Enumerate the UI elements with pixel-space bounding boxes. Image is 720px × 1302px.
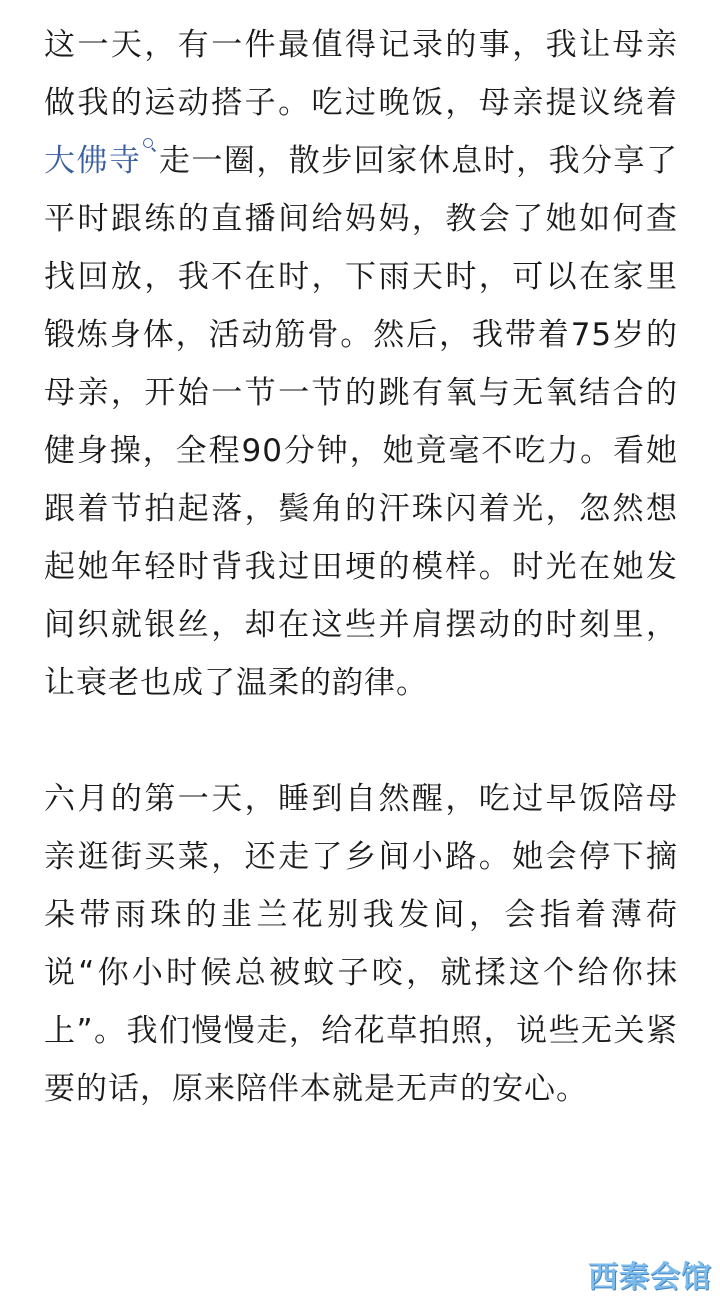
paragraph-2 — [44, 770, 678, 1118]
paragraph-1-text-after: 走一圈，散步回家休息时，我分享了平时跟练的直播间给妈妈，教会了她如何查找回放，我不在时，下雨天时，可以在家里锻炼身体，活动筋骨。然后，我带着75岁的母亲，开始一节一节的跳有氧与无氧结合的健身操，全程90分钟，她竟毫不吃力。看她跟着节拍起落，鬓角的汗珠闪着光，忽然想起她年轻时背我过田埂的模样。时光在她发间织就银丝，却在这些并肩摆动的时刻里，让衰老也成了温柔的韵律。 — [44, 143, 678, 701]
watermark-logo: 西秦会馆 — [588, 1260, 712, 1295]
search-icon[interactable] — [142, 137, 156, 155]
paragraph-1 — [44, 0, 678, 712]
article-body — [44, 0, 678, 1118]
paragraph-1-text-before: 这一天，有一件最值得记录的事，我让母亲做我的运动搭子。吃过晚饭，母亲提议绕着 — [44, 27, 678, 121]
paragraph-2-text: 六月的第一天，睡到自然醒，吃过早饭陪母亲逛街买菜，还走了乡间小路。她会停下摘朵带雨珠的韭兰花别我发间，会指着薄荷说“你小时候总被蚊子咬，就揉这个给你抹上”。我们慢慢走，给花草拍照，说些无关紧要的话，原来陪伴本就是无声的安心。 — [44, 781, 678, 1107]
keyword-link-label[interactable]: 大佛寺 — [44, 143, 142, 179]
keyword-link-dafo-temple[interactable] — [44, 143, 158, 179]
